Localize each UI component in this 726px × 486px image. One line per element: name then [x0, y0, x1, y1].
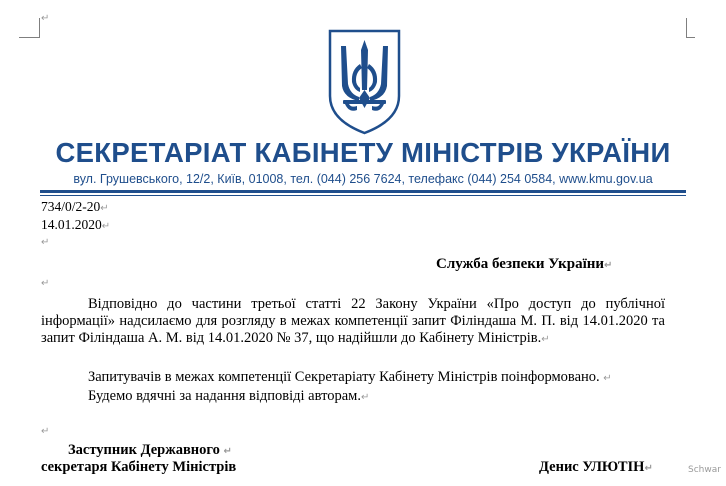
paragraph-mark: ↵	[100, 203, 109, 214]
signer-title-2: секретаря Кабінету Міністрів	[41, 459, 237, 475]
side-label: Schwar	[688, 465, 721, 475]
document-date: 14.01.2020	[41, 217, 102, 232]
paragraph-mark: ↵	[361, 392, 370, 403]
letterhead-divider-thick	[40, 190, 686, 193]
body-paragraph-2	[41, 369, 665, 387]
body-paragraph-1-text: Відповідно до частини третьої статті 22 Закону України «Про доступ до публічної інформації» надсилаємо для розгляду в межах компетенції запит Філіндаша М. П. від 14.01.2020 та запит Філіндаша А. М. від 14.01.2020 № 37, що надійшли до Кабінету Міністрів.	[41, 296, 665, 346]
crop-mark-top-right-horizontal	[687, 37, 695, 38]
paragraph-mark-empty: ↵	[41, 426, 50, 437]
crop-mark-top-left-horizontal	[19, 37, 39, 38]
signer-title-line-2	[41, 459, 236, 476]
paragraph-mark: ↵	[223, 446, 232, 457]
addressee-line	[436, 256, 612, 273]
paragraph-mark-top: ↵	[41, 13, 50, 24]
paragraph-mark: ↵	[541, 334, 550, 345]
crop-mark-top-left-vertical	[39, 18, 40, 38]
crop-mark-top-right-vertical	[686, 18, 687, 38]
signer-title-line-1	[68, 442, 232, 459]
paragraph-mark: ↵	[101, 221, 111, 232]
body-paragraph-1	[41, 296, 665, 348]
letterhead-divider-thin	[40, 195, 686, 196]
paragraph-mark: ↵	[644, 463, 653, 474]
reference-number-line	[41, 199, 109, 215]
paragraph-mark: ↵	[603, 373, 612, 384]
paragraph-mark-empty: ↵	[41, 237, 50, 248]
trident-coat-of-arms-icon	[327, 28, 402, 136]
paragraph-mark: ↵	[604, 260, 613, 271]
organization-name: СЕКРЕТАРІАТ КАБІНЕТУ МІНІСТРІВ УКРАЇНИ	[55, 137, 671, 168]
body-paragraph-3-text: Будемо вдячні за надання відповіді авторам.	[88, 388, 361, 404]
paragraph-mark-empty: ↵	[41, 278, 50, 289]
body-paragraph-2-text: Запитувачів в межах компетенції Секретаріату Кабінету Міністрів поінформовано.	[88, 369, 600, 385]
reference-number: 734/0/2-20	[41, 199, 101, 214]
addressee: Служба безпеки України	[436, 256, 605, 272]
organization-address: вул. Грушевського, 12/2, Київ, 01008, тел. (044) 256 7624, телефакс (044) 254 0584, www.kmu.gov.ua	[73, 172, 653, 186]
signer-name: Денис УЛЮТІН	[539, 459, 645, 475]
signer-title-1: Заступник Державного	[68, 442, 220, 458]
signer-name-line	[539, 459, 653, 476]
body-paragraph-3	[41, 388, 665, 406]
document-date-line	[41, 217, 110, 233]
